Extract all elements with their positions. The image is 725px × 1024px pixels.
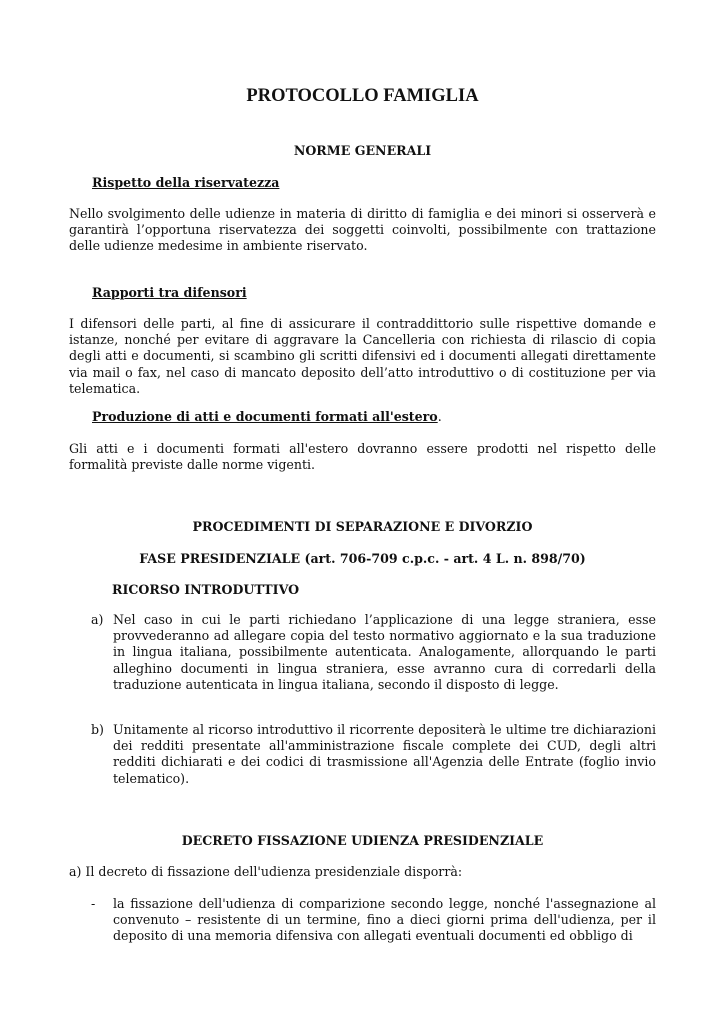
list-item-b: Unitamente al ricorso introduttivo il ricorrente depositerà le ultime tre dichiarazioni dei redditi presentate all'amministrazione fiscale complete dei CUD, degli altri redditi dichiarati e dei codici di trasmissione all'Agenzia delle Entrate (foglio invio telematico). [113,722,656,786]
paragraph-atti-estero: Gli atti e i documenti formati all'estero dovranno essere prodotti nel rispetto delle formalità previste dalle norme vigenti. [69,441,656,473]
page-title: PROTOCOLLO FAMIGLIA [246,86,479,106]
decreto-intro: a) Il decreto di fissazione dell'udienza presidenziale disporrà: [69,864,463,879]
section-heading-procedimenti: PROCEDIMENTI DI SEPARAZIONE E DIVORZIO [192,519,533,534]
subheading-fase-presidenziale: FASE PRESIDENZIALE (art. 706-709 c.p.c. - art. 4 L. n. 898/70) [139,551,586,566]
bullet-marker: - [91,896,96,911]
label-ricorso-introduttivo: RICORSO INTRODUTTIVO [112,582,300,597]
list-item-a: Nel caso in cui le parti richiedano l’applicazione di una legge straniera, esse provvederanno ad allegare copia del testo normativo aggiornato e la sua traduzione in lingua italiana, possibilmente autenticata. Analogamente, allorquando le parti alleghino documenti in lingua straniera, esse avranno cura di corredarli della traduzione autenticata in lingua italiana, secondo il disposto di legge. [113,612,656,692]
list-marker-b: b) [91,722,104,737]
paragraph-rapporti-difensori: I difensori delle parti, al fine di assicurare il contraddittorio sulle rispettive domande e istanze, nonché per evitare di aggravare la Cancelleria con richiesta di rilascio di copia degli atti e documenti, si scambino gli scritti difensivi ed i documenti allegati direttamente via mail o fax, nel caso di mancato deposito dell’atto introduttivo o di costituzione per via telematica. [69,316,656,396]
list-marker-a: a) [91,612,104,627]
subheading-atti-estero-period: . [437,409,442,424]
bullet-item: la fissazione dell'udienza di comparizione secondo legge, nonché l'assegnazione al convenuto – resistente di un termine, fino a dieci giorni prima dell'udienza, per il deposito di una memoria difensiva con allegati eventuali documenti ed obbligo di [113,896,656,944]
section-heading-norme-generali: NORME GENERALI [293,143,432,158]
subheading-riservatezza: Rispetto della riservatezza [92,175,280,190]
subheading-rapporti-difensori: Rapporti tra difensori [92,285,247,300]
subheading-atti-estero-text: Produzione di atti e documenti formati all'estero [92,409,438,424]
paragraph-riservatezza: Nello svolgimento delle udienze in materia di diritto di famiglia e dei minori si osserverà e garantirà l’opportuna riservatezza dei soggetti coinvolti, possibilmente con trattazione delle udienze medesime in ambiente riservato. [69,206,656,254]
section-heading-decreto: DECRETO FISSAZIONE UDIENZA PRESIDENZIALE [181,833,544,848]
subheading-atti-estero [92,409,442,424]
